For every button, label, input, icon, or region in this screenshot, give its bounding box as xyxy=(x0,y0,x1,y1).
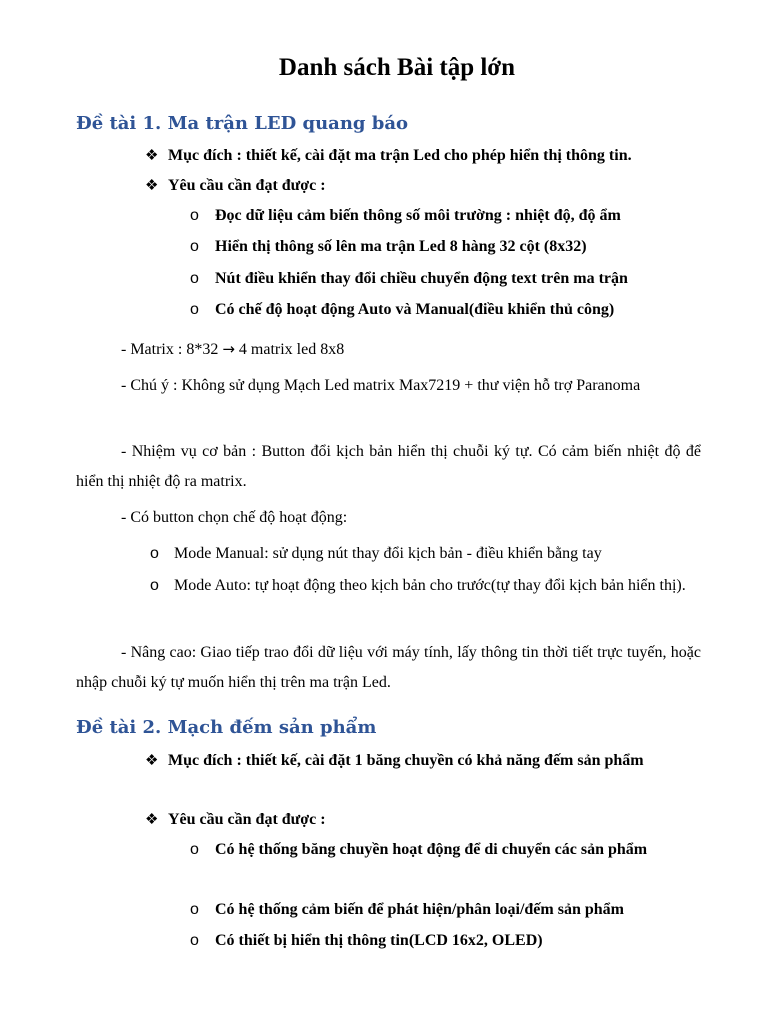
topic-1-matrix-line xyxy=(76,334,701,365)
topic-1-purpose xyxy=(145,141,724,171)
circle-bullet-icon: o xyxy=(190,901,199,918)
circle-bullet-icon: o xyxy=(190,270,199,287)
document-title: Danh sách Bài tập lớn xyxy=(278,54,516,81)
circle-bullet-icon: o xyxy=(190,841,199,858)
topic-2-requirement-text: Có hệ thống cảm biến để phát hiện/phân loại/đếm sản phẩm xyxy=(215,901,624,918)
topic-1-requirement-text: Hiển thị thông số lên ma trận Led 8 hàng 32 cột (8x32) xyxy=(215,238,587,255)
diamond-bullet-icon: ❖ xyxy=(145,812,159,828)
topic-1-note: - Chú ý : Không sử dụng Mạch Led matrix Max7219 + thư viện hỗ trợ Paranoma xyxy=(121,377,641,394)
topic-1-requirement-text: Có chế độ hoạt động Auto và Manual(điều khiển thủ công) xyxy=(215,301,615,318)
topic-1-advanced: - Nâng cao: Giao tiếp trao đổi dữ liệu với máy tính, lấy thông tin thời tiết trực tuyến, hoặc nhập chuỗi ký tự muốn hiển thị trên ma trận Led. xyxy=(76,644,701,691)
circle-bullet-icon: o xyxy=(190,207,199,224)
topic-1-mode-intro: - Có button chọn chế độ hoạt động: xyxy=(121,509,348,526)
topic-1-mode-text: Mode Manual: sử dụng nút thay đổi kịch bản - điều khiển bằng tay xyxy=(174,545,602,562)
topic-1-requirement-item xyxy=(190,201,726,231)
topic-2-requirements-label xyxy=(145,805,724,835)
topic-2-heading: Đề tài 2. Mạch đếm sản phẩm xyxy=(76,717,377,738)
topic-1-requirement-item xyxy=(190,232,726,262)
topic-1-purpose-text: Mục đích : thiết kế, cài đặt ma trận Led cho phép hiển thị thông tin. xyxy=(168,147,632,164)
diamond-bullet-icon: ❖ xyxy=(145,753,159,769)
topic-1-requirement-text: Đọc dữ liệu cảm biến thông số môi trường : nhiệt độ, độ ẩm xyxy=(215,207,621,224)
diamond-bullet-icon: ❖ xyxy=(145,178,159,194)
topic-1-mode-item xyxy=(150,539,725,569)
topic-1-mode-item xyxy=(150,571,725,601)
topic-2-requirements-label-text: Yêu cầu cần đạt được : xyxy=(168,811,326,828)
topic-2-requirement-text: Có hệ thống băng chuyền hoạt động để di chuyển các sản phẩm xyxy=(215,841,648,858)
circle-bullet-icon: o xyxy=(190,238,199,255)
topic-1-basic-task: - Nhiệm vụ cơ bản : Button đổi kịch bản hiển thị chuỗi ký tự. Có cảm biến nhiệt độ để hiển thị nhiệt độ ra matrix. xyxy=(76,443,701,490)
topic-2-requirement-item xyxy=(190,926,726,956)
topic-2-requirement-item xyxy=(190,895,726,925)
topic-1-requirements-label xyxy=(145,171,724,201)
arrow-right-icon: → xyxy=(222,340,235,358)
topic-1-mode-text: Mode Auto: tự hoạt động theo kịch bản cho trước(tự thay đổi kịch bản hiển thị). xyxy=(174,577,686,594)
topic-1-requirement-item xyxy=(190,295,726,325)
topic-1-heading: Đề tài 1. Ma trận LED quang báo xyxy=(76,113,409,134)
circle-bullet-icon: o xyxy=(150,577,159,594)
topic-2-purpose-text: Mục đích : thiết kế, cài đặt 1 băng chuyền có khả năng đếm sản phẩm xyxy=(168,752,644,769)
topic-2-purpose xyxy=(145,746,724,776)
circle-bullet-icon: o xyxy=(190,301,199,318)
topic-1-requirement-item xyxy=(190,264,726,294)
matrix-suffix: 4 matrix led 8x8 xyxy=(238,341,345,358)
topic-1-requirement-text: Nút điều khiển thay đổi chiều chuyển động text trên ma trận xyxy=(215,270,628,287)
topic-1-requirements-label-text: Yêu cầu cần đạt được : xyxy=(168,177,326,194)
diamond-bullet-icon: ❖ xyxy=(145,148,159,164)
matrix-prefix: - Matrix : 8*32 xyxy=(121,341,219,358)
circle-bullet-icon: o xyxy=(190,932,199,949)
topic-2-requirement-text: Có thiết bị hiển thị thông tin(LCD 16x2, OLED) xyxy=(215,932,543,949)
topic-2-requirement-item xyxy=(190,835,726,865)
circle-bullet-icon: o xyxy=(150,545,159,562)
